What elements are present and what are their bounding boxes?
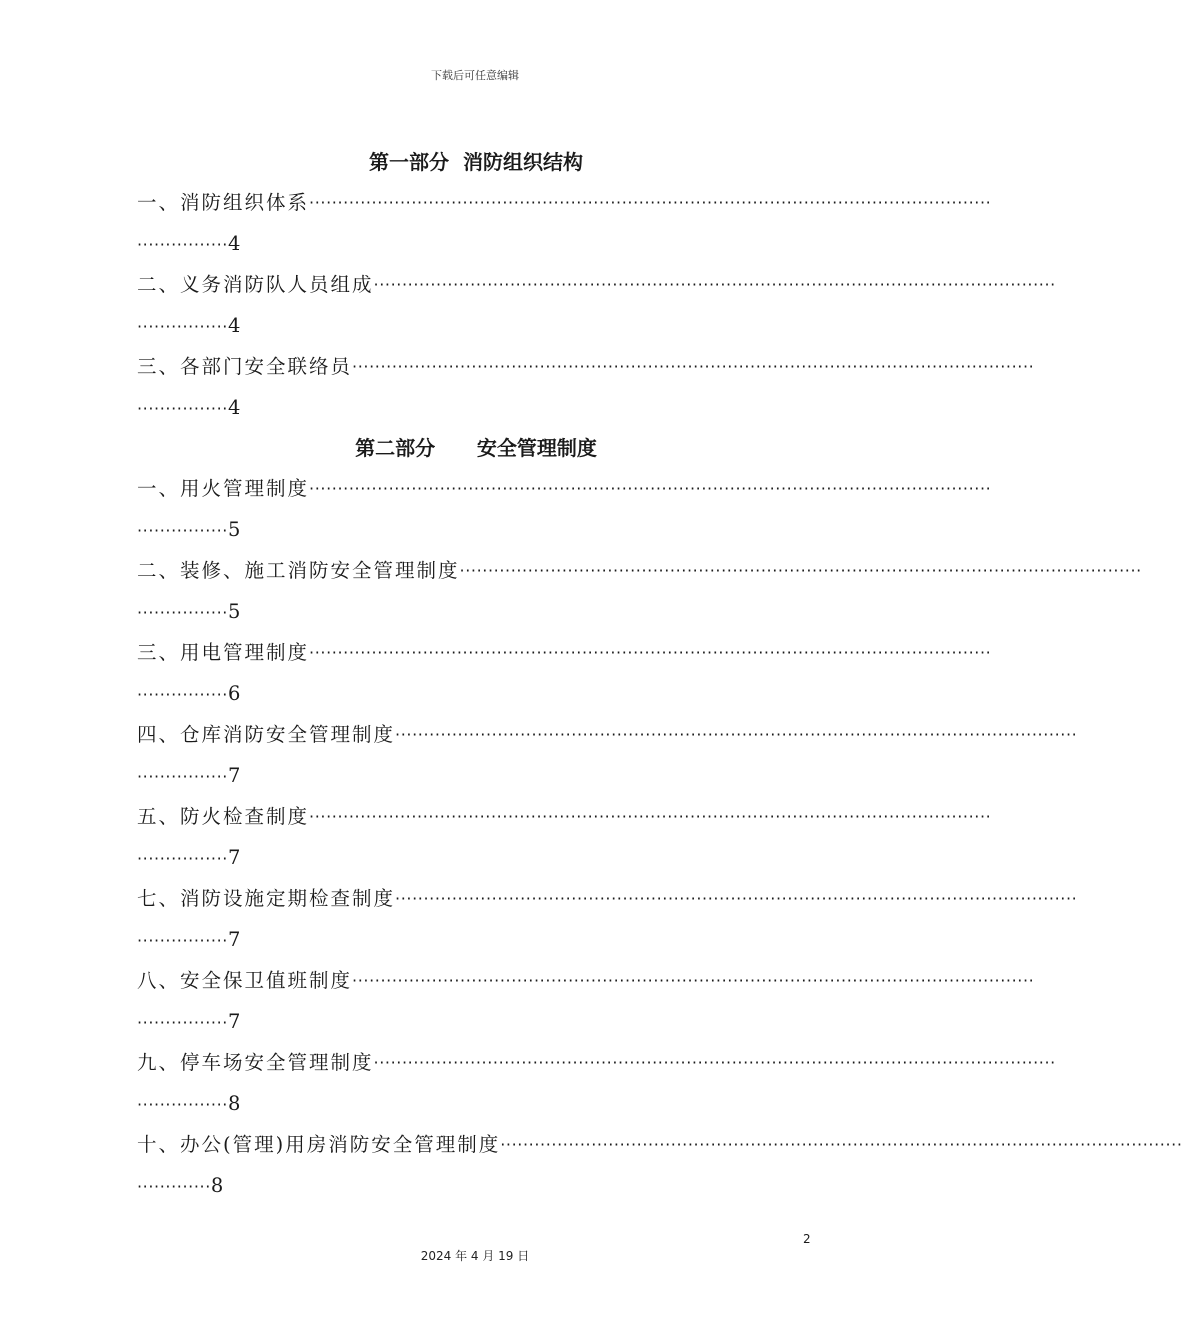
toc-entry-label: 九、停车场安全管理制度 — [137, 1051, 374, 1074]
toc-entry-page: 8 — [210, 1174, 224, 1197]
toc-entry[interactable] — [137, 182, 992, 264]
section-title: 第一部分 消防组织结构 — [369, 150, 583, 174]
toc-entry[interactable] — [137, 346, 1035, 428]
dot-leader: ························································································································ — [309, 643, 992, 662]
toc-entry[interactable] — [137, 1042, 1056, 1124]
toc-entry[interactable] — [137, 550, 1142, 632]
dot-leader: ················ — [137, 399, 228, 418]
toc-entry-label: 一、用火管理制度 — [137, 477, 310, 500]
toc-entry-page: 5 — [227, 600, 241, 623]
page-number: 2 — [803, 1232, 811, 1246]
toc-entry-label: 四、仓库消防安全管理制度 — [137, 723, 396, 746]
toc-entry-page: 7 — [227, 846, 241, 869]
dot-leader: ························································································································ — [500, 1135, 1183, 1154]
toc-entry[interactable] — [137, 1124, 1183, 1206]
toc-entry[interactable] — [137, 796, 992, 878]
dot-leader: ························································································································ — [309, 807, 992, 826]
dot-leader: ················ — [137, 603, 228, 622]
dot-leader: ························································································································ — [395, 725, 1078, 744]
toc-entry[interactable] — [137, 632, 992, 714]
toc-entry-label: 三、各部门安全联络员 — [137, 355, 353, 378]
page-footer-date: 2024 年 4 月 19 日 — [420, 1249, 530, 1263]
page-header: 下载后可任意编辑 — [431, 69, 519, 82]
toc-entry-page: 4 — [227, 314, 241, 337]
toc-entry-page: 8 — [227, 1092, 241, 1115]
toc-entry-page: 7 — [227, 928, 241, 951]
dot-leader: ················ — [137, 235, 228, 254]
toc-entry-label: 七、消防设施定期检查制度 — [137, 887, 396, 910]
dot-leader: ················ — [137, 1095, 228, 1114]
dot-leader: ························································································································ — [459, 561, 1142, 580]
toc-entry-label: 十、办公(管理)用房消防安全管理制度 — [137, 1133, 501, 1156]
dot-leader: ················ — [137, 931, 228, 950]
dot-leader: ························································································································ — [373, 275, 1056, 294]
dot-leader: ················ — [137, 849, 228, 868]
dot-leader: ························································································································ — [373, 1053, 1056, 1072]
section-title: 第二部分 安全管理制度 — [355, 436, 597, 460]
dot-leader: ························································································································ — [395, 889, 1078, 908]
toc-entry-label: 八、安全保卫值班制度 — [137, 969, 353, 992]
dot-leader: ························································································································ — [309, 479, 992, 498]
dot-leader: ························································································································ — [309, 193, 992, 212]
table-of-contents — [137, 142, 1183, 1206]
toc-entry-page: 7 — [227, 764, 241, 787]
toc-entry[interactable] — [137, 468, 992, 550]
toc-entry-page: 4 — [227, 232, 241, 255]
toc-entry[interactable] — [137, 960, 1035, 1042]
toc-entry-page: 4 — [227, 396, 241, 419]
toc-entry-label: 三、用电管理制度 — [137, 641, 310, 664]
dot-leader: ················ — [137, 685, 228, 704]
dot-leader: ························································································································ — [352, 971, 1035, 990]
toc-entry[interactable] — [137, 714, 1078, 796]
dot-leader: ················ — [137, 1013, 228, 1032]
dot-leader: ················ — [137, 521, 228, 540]
dot-leader: ················ — [137, 767, 228, 786]
toc-entry[interactable] — [137, 878, 1078, 960]
toc-entry-page: 7 — [227, 1010, 241, 1033]
toc-entry-label: 二、义务消防队人员组成 — [137, 273, 374, 296]
toc-entry-page: 6 — [227, 682, 241, 705]
dot-leader: ············· — [137, 1177, 211, 1196]
toc-entry-label: 一、消防组织体系 — [137, 191, 310, 214]
toc-entry-label: 二、装修、施工消防安全管理制度 — [137, 559, 460, 582]
toc-entry-page: 5 — [227, 518, 241, 541]
toc-entry[interactable] — [137, 264, 1056, 346]
toc-entry-label: 五、防火检查制度 — [137, 805, 310, 828]
dot-leader: ················ — [137, 317, 228, 336]
dot-leader: ························································································································ — [352, 357, 1035, 376]
